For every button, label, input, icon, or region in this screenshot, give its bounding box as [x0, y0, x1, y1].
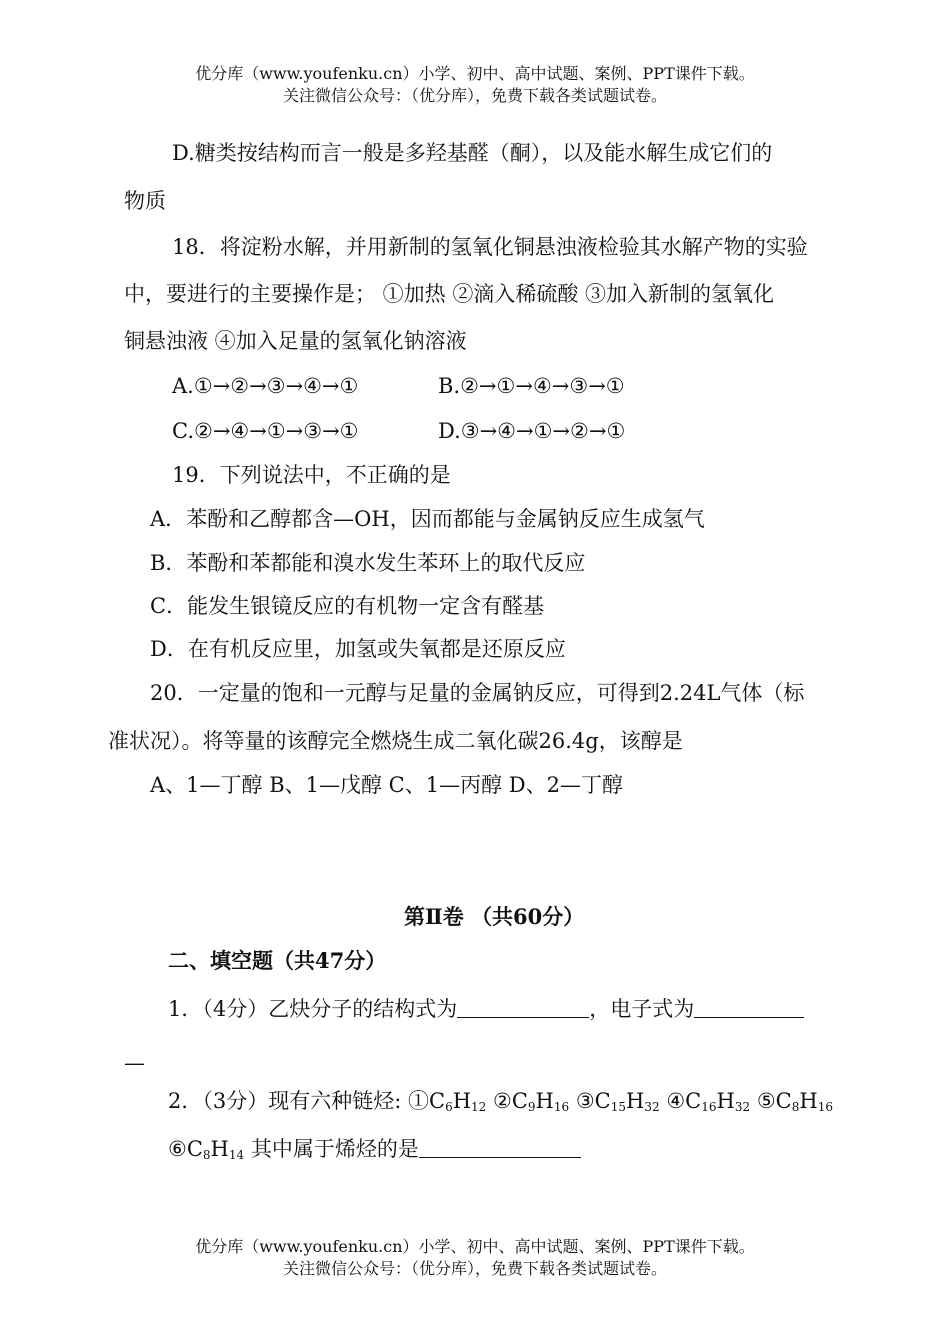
fill-q2-prefix: 2．（3分）现有六种链烃:	[168, 1089, 408, 1113]
q19-option-b: B．苯酚和苯都能和溴水发生苯环上的取代反应	[150, 551, 586, 575]
formula-6: $⑥C_8H_{14}$	[168, 1137, 245, 1162]
fill-q2-suffix: 其中属于烯烃的是	[244, 1137, 419, 1161]
q19-option-c: C．能发生银镜反应的有机物一定含有醛基	[150, 594, 545, 618]
q19-option-a: A．苯酚和乙醇都含—OH，因而都能与金属钠反应生成氢气	[150, 507, 705, 531]
fill-q2-blank[interactable]	[419, 1137, 581, 1158]
fill-q1-blank-structural[interactable]	[457, 997, 589, 1018]
footer-line-1: 优分库（www.youfenku.cn）小学、初中、高中试题、案例、PPT课件下载。	[195, 1237, 755, 1256]
q18-option-a: A.①→②→③→④→①	[172, 374, 359, 398]
q20-stem-line1: 20．一定量的饱和一元醇与足量的金属钠反应，可得到2.24L气体（标	[150, 681, 805, 705]
q17-option-d-line1: D.糖类按结构而言一般是多羟基醛（酮），以及能水解生成它们的	[172, 141, 773, 165]
fill-q1	[168, 996, 804, 1022]
fill-q1-text: 1．（4分）乙炔分子的结构式为	[168, 997, 458, 1021]
formula-2: $②C_9H_{16}$	[493, 1089, 570, 1114]
q19-stem: 19．下列说法中，不正确的是	[172, 463, 451, 487]
fill-q2-line1	[168, 1088, 833, 1114]
q18-option-d: D.③→④→①→②→①	[438, 419, 626, 443]
q20-stem-line2: 准状况）。将等量的该醇完全燃烧生成二氧化碳26.4g，该醇是	[108, 729, 683, 753]
header-line-2: 关注微信公众号：（优分库），免费下载各类试题试卷。	[282, 86, 667, 105]
q18-stem-line3: 铜悬浊液 ④加入足量的氢氧化钠溶液	[124, 329, 467, 353]
q18-option-c: C.②→④→①→③→①	[172, 419, 359, 443]
q18-option-b: B.②→①→④→③→①	[438, 374, 625, 398]
q18-stem-line2: 中，要进行的主要操作是； ①加热 ②滴入稀硫酸 ③加入新制的氢氧化	[124, 282, 775, 306]
fill-q2-line2	[168, 1136, 581, 1162]
formula-3: $③C_{15}H_{32}$	[575, 1089, 660, 1114]
q19-option-d: D．在有机反应里，加氢或失氧都是还原反应	[150, 637, 566, 661]
formula-5: $⑤C_8H_{16}$	[756, 1089, 833, 1114]
header-line-1: 优分库（www.youfenku.cn）小学、初中、高中试题、案例、PPT课件下载。	[195, 64, 755, 83]
fill-q1-mid: ，电子式为	[589, 997, 695, 1021]
formula-1: $①C_6H_{12}$	[407, 1089, 487, 1114]
q18-stem-line1: 18．将淀粉水解，并用新制的氢氧化铜悬浊液检验其水解产物的实验	[172, 235, 808, 259]
q17-option-d-line2: 物质	[124, 189, 166, 213]
section-title-fill-blank: 二、填空题（共47分）	[168, 948, 387, 973]
q20-options: A、1—丁醇 B、1—戊醇 C、1—丙醇 D、2—丁醇	[150, 773, 623, 797]
part2-title: 第Ⅱ卷 （共60分）	[404, 904, 585, 929]
fill-q1-blank-electron[interactable]	[694, 997, 804, 1018]
fill-q1-wrap: —	[124, 1051, 145, 1075]
formula-4: $④C_{16}H_{32}$	[666, 1089, 751, 1114]
footer-line-2: 关注微信公众号：（优分库），免费下载各类试题试卷。	[282, 1259, 667, 1278]
